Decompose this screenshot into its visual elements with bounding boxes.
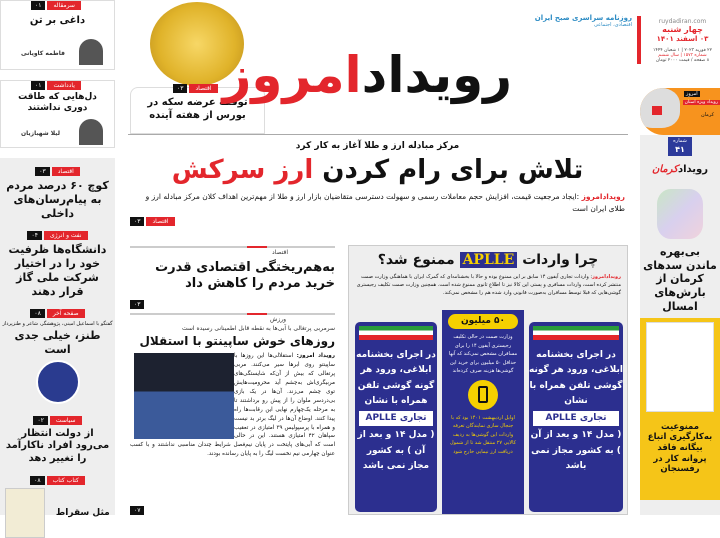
info-panel: ۵۰ میلیون وزارت صمت در حالی تکلیف رجیستری آیفون ۱۴ را برای مسافران مشخص نمی‌کند که آنها حداقل ۵۰ میلیون برای خرید این گوشی‌ها هزینه صرف کرده‌اند اوایل اردیبهشت ۱۴۰۱ بود که با جنجال سازی نمایندگان تعرفه واردات این گوشی‌ها به ردیف کالایی ۲۷ منتقل شد تا از شمول دریافت ارز نیمایی خارج شود xyxy=(442,310,524,514)
issue-badge: شماره ۴۱ xyxy=(668,137,692,156)
section-tag: یادداشت ۰۱ xyxy=(31,81,81,90)
supplement-logo: رویدادکرمان xyxy=(651,163,709,175)
map-label: رویداد ویژه استان xyxy=(684,100,718,105)
author-photo xyxy=(79,119,103,145)
kerman-map xyxy=(657,189,703,239)
section-tag: سرمقاله ۰۱ xyxy=(31,1,81,10)
phone-icon xyxy=(468,380,498,410)
divider xyxy=(128,134,628,135)
sport-photo xyxy=(134,353,234,439)
left-news-list xyxy=(0,158,115,518)
section-tag: ۰۳ اقتصاد xyxy=(130,217,625,226)
left-item-note[interactable] xyxy=(0,80,115,148)
headline: دل‌هایی که طاقت دوری نداشتند xyxy=(18,92,97,114)
author-name: فاطمه کاویانی xyxy=(21,50,65,57)
headline[interactable]: کوچ ۶۰ درصد مردم به پیام‌رسان‌های داخلی xyxy=(6,179,109,220)
province-map[interactable] xyxy=(640,88,720,135)
section-tag: نفت و انرژی ۰۴ xyxy=(27,231,87,240)
kerman-supplement xyxy=(640,135,720,515)
page-thumbnail xyxy=(646,322,714,412)
left-item-editorial[interactable] xyxy=(0,0,115,70)
kerman-highlight xyxy=(652,106,662,115)
apple-story[interactable]: چرا واردات APLLE ممنوع شد؟ رویدادامروز: واردات تجاری آیفون ۱۴ سابق بر این ممنوع بوده و حالا با بخشنامه‌ای که گمرک ایران با هماهنگی وزارت صمت منتشر کرده است، واردات مسافری و پستی این کالا نیز تا اطلاع ثانوی ممنوع شده است. همچنین وزارت صمت تکلیف رجیستری گوشی‌هایی که قبلا توسط مسافران به‌صورت قانونی وارد شده هم را مشخص نمی‌کند. در اجرای بخشنامه ابلاغی، ورود هر گونه گوشی تلفن همراه با نشان تجاری APLLE ( مدل ۱۴ و بعد از آن ) به کشور مجاز نمی باشد ۵۰ میلیون وزارت صمت در حالی تکلیف رجیستری آیفون ۱۴ را برای مسافران مشخص نمی‌کند که آنها حداقل ۵۰ میلیون برای خرید این گوشی‌ها هزینه صرف کرده‌اند اوایل اردیبهشت ۱۴۰۱ بود که با جنجال سازی نمایندگان تعرفه واردات این گوشی‌ها به ردیف کالایی ۲۷ منتقل شد تا از شمول دریافت ارز نیمایی خارج شود در اجرای بخشنامه ابلاغی، ورود هر گونه گوشی تلفن همراه با نشان تجاری APLLE ( مدل ۱۴ و بعد از آن ) به کشور مجاز نمی باشد xyxy=(348,245,628,515)
lead-story[interactable] xyxy=(130,136,625,240)
section-label: ورزش xyxy=(270,316,287,323)
map-province: کرمان xyxy=(700,112,714,118)
headline: توقف عرضه سکه در بورس از هفته آینده xyxy=(147,97,248,121)
headline[interactable]: طنز، خیلی جدی است xyxy=(14,329,101,356)
headline[interactable]: از دولت انتظار می‌رود افراد ناکارآمد را تغییر دهد xyxy=(5,427,110,464)
divider xyxy=(637,16,641,64)
lead-body: رویدادامروز :ایجاد مرجعیت قیمت، افزایش حجم معاملات رسمی و سهولت دسترسی متقاضیان بازار ارز و طلا از مهم‌ترین اهداف کلان مرکز مبادله ارز و طلای ایران است xyxy=(145,191,625,213)
section-rule xyxy=(130,246,335,248)
page-number: ۰۷ xyxy=(130,506,144,515)
supplement-headline[interactable]: بی‌بهره ماندن سدهای کرمان از بارش‌های امسال xyxy=(643,244,717,313)
kicker: گفتگو با اسماعیل امینی، پژوهشگر، شاعر و طنزپرداز xyxy=(2,321,113,328)
date-block: ruydadiran.com چهار شنبه ۰۳ اسفند ۱۴۰۱ ۲۲ فوریه ۲۰۲۳ | ۱ شعبان ۱۴۴۴ شماره ۱۵۷۳ | سال ششم ۸ صفحه / قیمت ۲۰۰۰ تومان xyxy=(652,18,713,63)
sport-headline[interactable]: روزهای خوش ساپینتو با استقلال xyxy=(139,334,335,348)
sport-body: رویداد امروز: استقلالی‌ها این روزها با ساپینتو روی ابرها سیر می‌کنند. مربی پرتغالی که بیش از آن‌که شایستگی‌های مربیگری‌اش به‌چشم آید محرومیت‌هایش توی چشم می‌زند. آن‌ها در یک بازی بی‌دردسر ملوان را از پیش رو برداشتند تا به مرحله یک‌چهارم نهایی این رقابت‌ها راه پیدا کنند. اوضاع آن‌ها در لیگ برتر بد نیست و همراه با پرسپولیس ۳۹ امتیازی در تعقیب سپاهان ۴۲ امتیازی هستند. این در حالی است که آبی‌های پایتخت در پایان نیم‌فصل شرایط چندان مناسبی نداشتند و با کسب عنوان چهارمی نیم نخست لیگ را به پایان رسانده بودند. xyxy=(130,353,335,458)
author-name: لیلا شهبازیان xyxy=(21,130,60,137)
headline: داغی بر تن xyxy=(29,15,86,26)
customs-sign-right: در اجرای بخشنامه ابلاغی، ورود هر گونه گوشی تلفن همراه با نشان تجاری APLLE ( مدل ۱۴ و بعد از آن ) به کشور مجاز نمی باشد xyxy=(529,322,623,512)
headline[interactable]: دانشگاه‌ها ظرفیت خود را در اختیار شرکت ملی گاز قرار دهند xyxy=(8,243,107,298)
author-photo xyxy=(79,39,103,65)
customs-sign-left: در اجرای بخشنامه ابلاغی، ورود هر گونه گوشی تلفن همراه با نشان تجاری APLLE ( مدل ۱۴ و بعد از آن ) به کشور مجاز نمی باشد xyxy=(355,322,437,512)
book-cover xyxy=(5,488,45,538)
section-tag: صفحه آخر ۰۸ xyxy=(30,309,84,318)
apple-body: رویدادامروز: واردات تجاری آیفون ۱۴ سابق بر این ممنوع بوده و حالا با بخشنامه‌ای که گمرک ایران با هماهنگی وزارت صمت منتشر کرده است، واردات مسافری و پستی این کالا نیز تا اطلاع ثانوی ممنوع شده است. همچنین وزارت صمت تکلیف رجیستری گوشی‌هایی که قبلا توسط مسافران به‌صورت قانونی وارد شده هم را مشخص نمی‌کند. xyxy=(356,273,621,296)
sport-story[interactable] xyxy=(130,315,335,503)
sport-kicker: سرمربی پرتغالی با آبی‌ها به نقطه قابل اطمینانی رسیده است xyxy=(181,325,335,332)
kicker: مرکز مبادله ارز و طلا آغاز به کار کرد xyxy=(295,141,460,151)
section-tag: اقتصاد ۰۳ xyxy=(35,167,80,176)
section-tag: سیاست ۰۲ xyxy=(33,416,81,425)
yellow-headline[interactable]: ممنوعیت به‌کارگیری اتباع بیگانه فاقد پروانه کار در رفسنجان xyxy=(647,421,713,475)
econ-headline[interactable]: به‌هم‌ریختگی اقتصادی قدرت خرید مردم را کاهش داد xyxy=(155,260,335,292)
tagline: روزنامه سراسری صبح ایران اقتصادی، اجتماعی xyxy=(534,14,632,28)
headline[interactable]: مثل سقراط xyxy=(55,507,110,518)
price-badge: ۵۰ میلیون xyxy=(448,314,518,329)
map-badge: امروز xyxy=(686,91,698,97)
headline: تلاش برای رام کردن ارز سرکش xyxy=(171,155,584,186)
interviewee-photo xyxy=(36,360,80,404)
page-number: ۰۳ xyxy=(130,300,144,309)
section-tag: اقتصاد ۰۳ xyxy=(173,84,218,93)
section-label: اقتصاد xyxy=(272,249,289,256)
masthead-logo: رویدادامروز xyxy=(222,46,512,104)
brand-highlight: APLLE xyxy=(460,252,518,268)
section-tag: کتاب کتاب ۰۸ xyxy=(30,476,85,485)
